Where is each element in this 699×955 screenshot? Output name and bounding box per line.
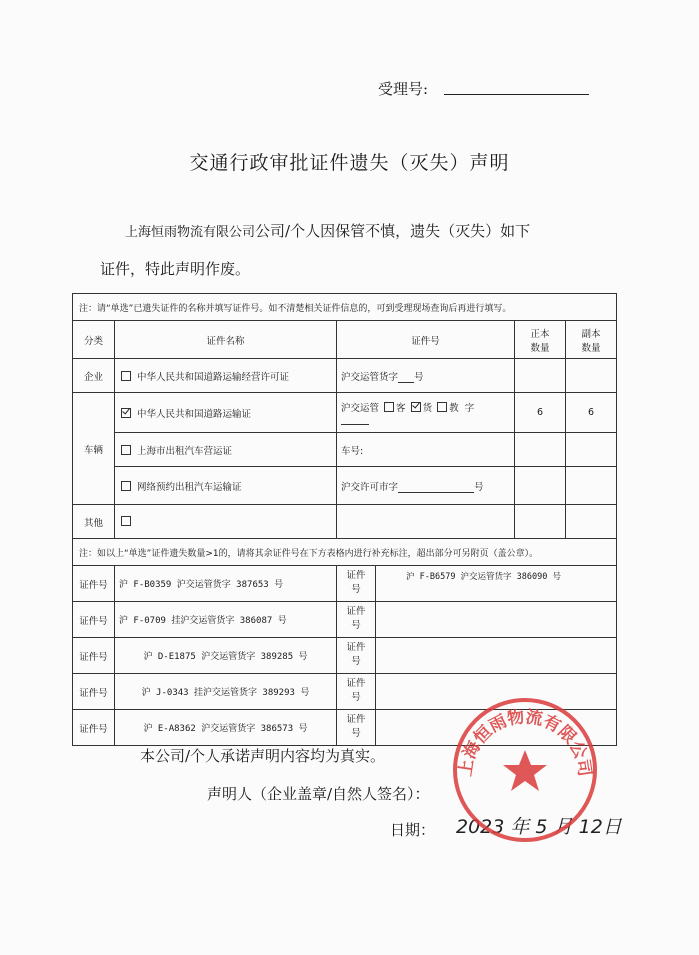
date-label: 日期：	[390, 821, 436, 839]
vehicle-cert-name-1	[115, 393, 337, 433]
vehicle-cert-no-2: 车号:	[337, 433, 515, 467]
vehicle-original-count-1: 6	[515, 393, 566, 433]
cert-no-left-4: 沪 J-0343 挂沪交运管货字 389293 号	[115, 674, 337, 710]
cert-label-right-1-l2: 号	[351, 584, 361, 595]
cert-label-left: 证件号	[73, 710, 115, 746]
header-original-l1: 正本	[530, 328, 550, 340]
header-copy-l1: 副本	[581, 328, 601, 340]
cert-label-right-3	[337, 638, 376, 673]
cert-label-right-5-l2: 号	[351, 728, 361, 739]
vehicle-cert-label-2: 上海市出租汽车营运证	[137, 445, 233, 457]
other-cert-no	[337, 505, 515, 539]
enterprise-original	[515, 359, 566, 393]
vehicle-cert-no-1	[337, 393, 515, 433]
date-value: 2023 年 5 月 12日	[456, 816, 622, 838]
cert-right-cell-3	[337, 638, 617, 674]
seal-text-path: 上海恒雨物流有限公司	[455, 707, 595, 778]
header-copy-count	[566, 321, 617, 359]
category-enterprise: 企业	[73, 359, 115, 393]
cert-label-right-2	[337, 602, 376, 637]
other-cert-name	[115, 505, 337, 539]
vehicle-no-prefix-1: 沪交运管	[341, 403, 380, 414]
page-title: 交通行政审批证件遗失（灭失）声明	[189, 152, 510, 174]
seal-star-icon	[503, 750, 547, 791]
header-original-count	[515, 321, 566, 359]
vehicle-cert-no-3	[337, 467, 515, 505]
option-passenger-label: 客	[396, 403, 406, 414]
vehicle-cert-label-1: 中华人民共和国道路运输证	[137, 408, 252, 420]
certificate-table	[72, 293, 617, 746]
vehicle-checkbox-1-checked[interactable]	[121, 408, 131, 418]
company-seal-stamp	[450, 695, 600, 845]
vehicle-cert-name-3	[115, 467, 337, 505]
cert-no-left-1: 沪 F-B0359 沪交运管货字 387653 号	[115, 566, 337, 602]
option-char-label: 字	[464, 403, 475, 414]
header-category: 分类	[73, 321, 115, 359]
header-original-l2: 数量	[530, 342, 550, 354]
table-note-bottom: 注：如以上“单选”证件遗失数量>1的，请将其余证件号在下方表格内进行补充标注，超出部分可另附页（盖公章）。	[73, 539, 617, 566]
category-vehicle: 车辆	[73, 393, 115, 505]
enterprise-cert-label: 中华人民共和国道路运输经营许可证	[137, 371, 290, 383]
other-copy	[566, 505, 617, 539]
intro-line-2: 证件，特此声明作废。	[100, 260, 251, 278]
cert-label-right-2-l2: 号	[351, 620, 361, 631]
header-cert-name: 证件名称	[115, 321, 337, 359]
cert-label-left: 证件号	[73, 566, 115, 602]
cert-label-right-3-l2: 号	[351, 656, 361, 667]
header-cert-no: 证件号	[337, 321, 515, 359]
vehicle-copy-3	[566, 467, 617, 505]
other-checkbox[interactable]	[121, 516, 131, 526]
cert-label-right-5-l1: 证件	[346, 714, 366, 725]
commitment-statement: 本公司/个人承诺声明内容均为真实。	[140, 747, 386, 765]
table-note-top: 注：请“单选”已遗失证件的名称并填写证件号。如不清楚相关证件信息的，可到受理现场查询后再进行填写。	[73, 294, 617, 321]
intro-line-1	[125, 220, 530, 241]
cert-no-right-1: 沪 F-B6579 沪交运管货字 386090 号	[406, 572, 561, 582]
vehicle-no-suffix-3: 号	[474, 481, 484, 493]
cert-label-right-4	[337, 674, 376, 709]
cert-label-left: 证件号	[73, 674, 115, 710]
header-copy-l2: 数量	[581, 342, 601, 354]
cert-right-cell-2	[337, 602, 617, 638]
declarer-label: 声明人（企业盖章/自然人签名）：	[207, 785, 430, 803]
enterprise-checkbox[interactable]	[121, 371, 131, 381]
cert-label-right-4-l1: 证件	[346, 678, 366, 689]
category-other: 其他	[73, 505, 115, 539]
cert-label-left: 证件号	[73, 638, 115, 674]
vehicle-original-3	[515, 467, 566, 505]
vehicle-copy-2	[566, 433, 617, 467]
cert-label-right-4-l2: 号	[351, 692, 361, 703]
vehicle-checkbox-2[interactable]	[121, 445, 131, 455]
enterprise-cert-no	[337, 359, 515, 393]
vehicle-cert-label-3: 网络预约出租汽车运输证	[137, 481, 242, 493]
cert-label-right-2-l1: 证件	[346, 606, 366, 617]
cert-label-right-1	[337, 566, 376, 601]
cert-label-right-5	[337, 710, 376, 745]
option-training-label: 教	[449, 403, 459, 414]
option-passenger-checkbox[interactable]	[384, 402, 394, 412]
enterprise-no-suffix: 号	[414, 371, 424, 383]
cert-no-left-2: 沪 F-0709 挂沪交运管货字 386087 号	[115, 602, 337, 638]
vehicle-checkbox-3[interactable]	[121, 481, 131, 491]
cert-label-left: 证件号	[73, 602, 115, 638]
option-freight-label: 货	[422, 403, 433, 414]
acceptance-no-label: 受理号:	[378, 80, 429, 98]
company-name: 上海恒雨物流有限公司	[125, 225, 256, 240]
cert-right-cell-1	[337, 566, 617, 602]
option-freight-checkbox-checked[interactable]	[411, 402, 421, 412]
enterprise-no-blank[interactable]	[398, 382, 414, 383]
cert-no-left-3: 沪 D-E1875 沪交运管货字 389285 号	[115, 638, 337, 674]
enterprise-no-prefix: 沪交运管货字	[341, 371, 399, 383]
vehicle-no-blank-1[interactable]	[341, 424, 369, 425]
vehicle-cert-name-2	[115, 433, 337, 467]
acceptance-no-line	[444, 94, 589, 95]
other-original	[515, 505, 566, 539]
cert-no-left-5: 沪 E-A8362 沪交运管货字 386573 号	[115, 710, 337, 746]
vehicle-no-blank-3[interactable]	[398, 492, 474, 493]
cert-label-right-1-l1: 证件	[346, 570, 366, 581]
vehicle-no-prefix-3: 沪交许可市字	[341, 481, 399, 493]
vehicle-copy-count-1: 6	[566, 393, 617, 433]
enterprise-copy	[566, 359, 617, 393]
cert-label-right-3-l1: 证件	[346, 642, 366, 653]
enterprise-cert-name	[115, 359, 337, 393]
vehicle-original-2	[515, 433, 566, 467]
option-training-checkbox[interactable]	[437, 402, 447, 412]
intro-line-1-text: 公司/个人因保管不慎，遗失（灭失）如下	[255, 222, 531, 240]
